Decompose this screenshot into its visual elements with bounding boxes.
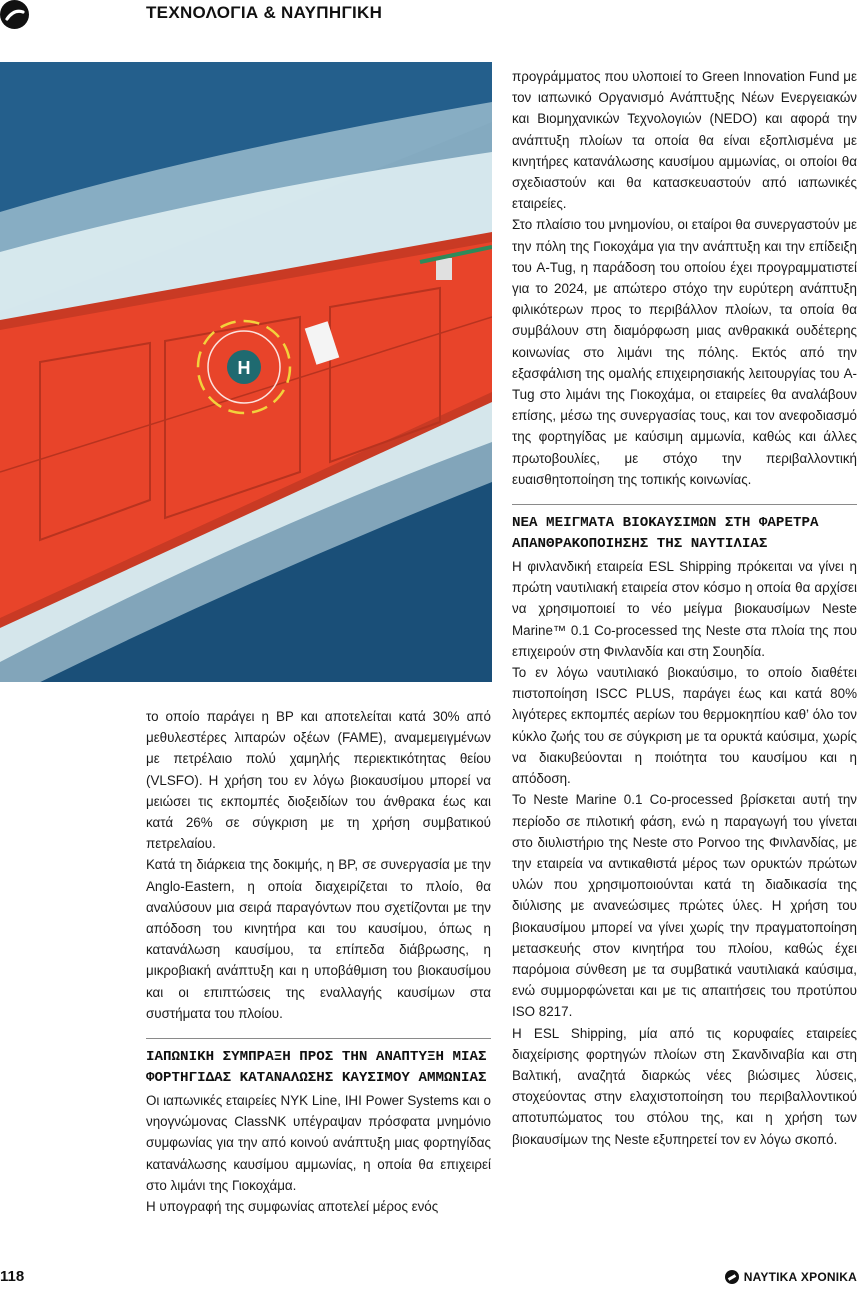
paragraph: το οποίο παράγει η BP και αποτελείται κατά 30% από μεθυλεστέρες λιπαρών οξέων (FAME), αναμεμειγμένων με πετρέλαιο πολύ χαμηλής περιεκτικότητας θείου (VLSFO). Η χρήση του εν λόγω βιοκαυσίμου μπορεί να μειώσει τις εκπομπές διοξειδίων του άνθρακα έως και κατά 26% σε σύγκριση με τη χρήση συμβατικού πετρελαίου. xyxy=(146,709,491,852)
section-divider xyxy=(146,1038,491,1039)
section-heading: ΝΕΑ ΜΕΙΓΜΑΤΑ ΒΙΟΚΑΥΣΙΜΩΝ ΣΤΗ ΦΑΡΕΤΡΑ ΑΠΑΝΘΡΑΚΟΠΟΙΗΣΗΣ ΤΗΣ ΝΑΥΤΙΛΙΑΣ xyxy=(512,515,819,553)
section-divider xyxy=(512,504,857,505)
paragraph: Η ESL Shipping, μία από τις κορυφαίες εταιρείες διαχείρισης φορτηγών πλοίων στη Σκανδιναβία και στη Βαλτική, αναζητά διαρκώς νέες βιώσιμες λύσεις, στοχεύοντας στην ελαχιστοποίηση του περιβαλλοντικού αποτυπώματος του στόλου της, και η χρήση των βιοκαυσίμων της Neste εξυπηρετεί τον εν λόγω σκοπό. xyxy=(512,1025,857,1147)
paragraph: Η υπογραφή της συμφωνίας αποτελεί μέρος ενός xyxy=(146,1199,439,1215)
paragraph: Κατά τη διάρκεια της δοκιμής, η BP, σε συνεργασία με την Anglo-Eastern, η οποία διαχειρίζεται το πλοίο, θα αναλύσουν μια σειρά παραγόντων που σχετίζονται με την απόδοση του κινητήρα και του καυσίμου, όπως η κατανάλωση καυσίμου, τα επίπεδα διάβρωσης, η μικροβιακή ανάπτυξη και η υποβάθμιση του βιοκαυσίμου και οι επιπτώσεις της εναλλαγής καυσίμων στα συστήματα του πλοίου. xyxy=(146,857,491,1021)
paragraph: Η φινλανδική εταιρεία ESL Shipping πρόκειται να γίνει η πρώτη ναυτιλιακή εταιρεία στον κόσμο η οποία θα αρχίσει να χρησιμοποιεί το νέο μείγμα βιοκαυσίμων Neste Marine™ 0.1 Co-processed της Neste στα πλοία της που επιχειρούν στη Φινλανδία και στη Σουηδία. xyxy=(512,559,857,659)
hero-image xyxy=(0,62,492,682)
helipad-letter: H xyxy=(237,358,251,378)
paragraph: Οι ιαπωνικές εταιρείες NYK Line, IHI Power Systems και ο νηογνώμονας ClassNK υπέγραψαν πρόσφατα μνημόνιο συμφωνίας για την από κοινού ανάπτυξη μιας φορτηγίδας κατανάλωσης καυσίμου αμμωνίας, η οποία θα επιχειρεί στο λιμάνι της Γιοκοχάμα. xyxy=(146,1093,491,1193)
helipad-ship-photo xyxy=(0,62,492,682)
brand-name: ΝΑΥΤΙΚΑ ΧΡΟΝΙΚΑ xyxy=(743,1270,857,1284)
right-column xyxy=(512,66,857,1150)
magazine-logo-icon xyxy=(725,1270,739,1284)
paragraph: Στο πλαίσιο του μνημονίου, οι εταίροι θα συνεργαστούν με την πόλη της Γιοκοχάμα για την ανάπτυξη και την επίδειξη του A-Tug, η παράδοση του οποίου έχει προγραμματιστεί για το 2024, με απώτερο στόχο την ευρύτερη ανάπτυξη φιλικότερων προς το περιβάλλον πλοίων, τα οποία θα συμβάλουν στη διαμόρφωση μιας ανθρακικά ουδέτερης κοινωνίας στο λιμάνι της πόλης. Εκτός από την εξασφάλιση της ομαλής επιχειρησιακής λειτουργίας του A-Tug στο λιμάνι της Γιοκοχάμα, οι εταιρείες θα αναλάβουν επίσης, μέσω της συνεργασίας τους, και τον ανεφοδιασμό της φορτηγίδας με καύσιμη αμμωνία, καθώς και άλλες πρωτοβουλίες, με στόχο την περιβαλλοντική ευαισθητοποίηση της τοπικής κοινωνίας. xyxy=(512,217,857,487)
paragraph: προγράμματος που υλοποιεί το Green Innovation Fund με τον ιαπωνικό Οργανισμό Ανάπτυξης Νέων Ενεργειακών και Βιομηχανικών Τεχνολογιών (NEDO) και αφορά την ανάπτυξη πλοίων τα οποία θα είναι εξοπλισμένα με κινητήρες κατανάλωσης καυσίμου αμμωνίας, οι οποίοι θα σχεδιαστούν και θα κατασκευαστούν από ιαπωνικές εταιρείες. xyxy=(512,69,857,212)
page-number: 118 xyxy=(0,1268,25,1285)
left-column xyxy=(146,706,491,1217)
section-heading: ΙΑΠΩΝΙΚΗ ΣΥΜΠΡΑΞΗ ΠΡΟΣ ΤΗΝ ΑΝΑΠΤΥΞΗ ΜΙΑΣ ΦΟΡΤΗΓΙΔΑΣ ΚΑΤΑΝΑΛΩΣΗΣ ΚΑΥΣΙΜΟΥ ΑΜΜΩΝΙΑΣ xyxy=(146,1049,487,1087)
paragraph: Το εν λόγω ναυτιλιακό βιοκαύσιμο, το οποίο διαθέτει πιστοποίηση ISCC PLUS, παράγει έως και κατά 80% λιγότερες εκπομπές αερίων του θερμοκηπίου καθ’ όλο τον κύκλο ζωής του σε σύγκριση με τα ορυκτά καύσιμα, χωρίς να διακυβεύονται η ποιότητα του καυσίμου και η απόδοση. xyxy=(512,665,857,787)
section-header: ΤΕΧΝΟΛΟΓΙΑ & ΝΑΥΠΗΓΙΚΗ xyxy=(146,3,383,22)
brand-footer xyxy=(725,1270,857,1284)
paragraph: Το Neste Marine 0.1 Co-processed βρίσκεται αυτή την περίοδο σε πιλοτική φάση, ενώ η παραγωγή του γίνεται στο διυλιστήριο της Neste στο Porvoo της Φινλανδίας, με την εταιρεία να αντικαθιστά μέρος των ορυκτών πρώτων υλών που χρησιμοποιούνται κατά τη διαδικασία της διύλισης με ανανεώσιμες πρώτες ύλες. Η χρήση του βιοκαυσίμου μπορεί να γίνει χωρίς την πραγματοποίηση μετασκευής στον κινητήρα του πλοίου, καθώς έχει παρόμοια σύνθεση με τα συμβατικά ναυτιλιακά καύσιμα, ενώ συμμορφώνεται και με τις απαιτήσεις του προτύπου ISO 8217. xyxy=(512,792,857,1020)
section-tab-icon xyxy=(0,0,29,29)
